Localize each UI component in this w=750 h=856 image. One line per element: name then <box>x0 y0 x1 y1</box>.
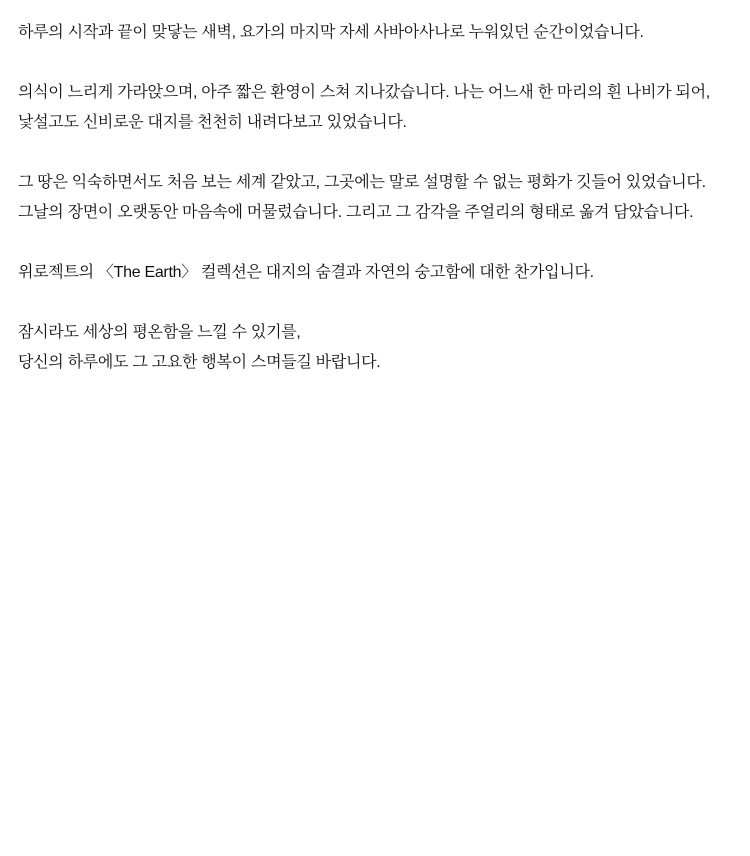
text-line: 그날의 장면이 오랫동안 마음속에 머물렀습니다. 그리고 그 감각을 주얼리의 형태로 옮겨 담았습니다. <box>18 204 694 221</box>
text-line: 그 땅은 익숙하면서도 처음 보는 세계 같았고, 그곳에는 말로 설명할 수 없는 평화가 깃들어 있었습니다. <box>18 174 706 191</box>
text-line: 낯설고도 신비로운 대지를 천천히 내려다보고 있었습니다. <box>18 114 407 131</box>
paragraph-collection-intro <box>18 258 732 288</box>
text-line: 위로젝트의 〈The Earth〉 컬렉션은 대지의 숨결과 자연의 숭고함에 대한 찬가입니다. <box>18 264 594 281</box>
paragraph-butterfly-vision <box>18 78 732 138</box>
text-line: 당신의 하루에도 그 고요한 행복이 스며들길 바랍니다. <box>18 354 381 371</box>
text-line: 하루의 시작과 끝이 맞닿는 새벽, 요가의 마지막 자세 사바아사나로 누워있던 순간이었습니다. <box>18 24 644 41</box>
text-line: 잠시라도 세상의 평온함을 느낄 수 있기를, <box>18 324 301 341</box>
paragraph-savasana <box>18 18 732 48</box>
paragraph-closing-wish <box>18 318 732 378</box>
brand-story-text <box>18 18 732 378</box>
text-line: 의식이 느리게 가라앉으며, 아주 짧은 환영이 스쳐 지나갔습니다. 나는 어느새 한 마리의 흰 나비가 되어, <box>18 84 710 101</box>
paragraph-peaceful-land <box>18 168 732 228</box>
